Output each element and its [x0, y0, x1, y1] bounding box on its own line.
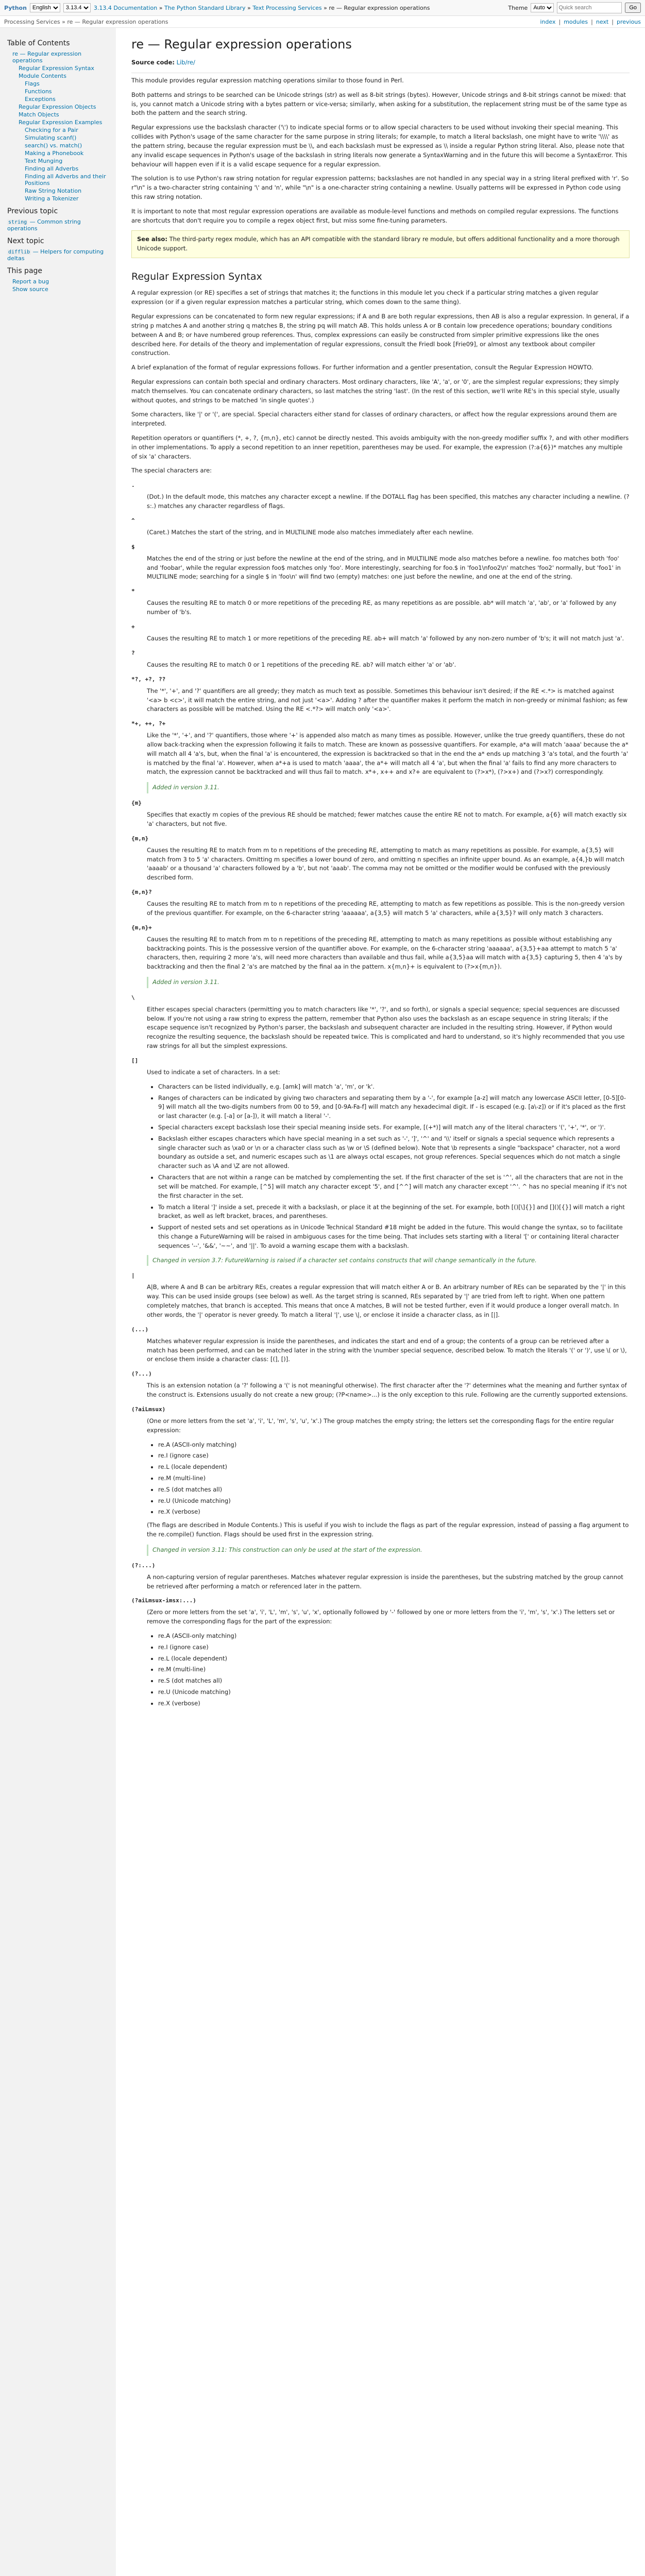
special-description — [147, 1417, 630, 1556]
previous-topic-link[interactable] — [7, 218, 81, 232]
toc-item[interactable]: Finding all Adverbs — [25, 165, 79, 172]
special-description — [147, 599, 630, 617]
next-topic-text: — Helpers for computing deltas — [7, 248, 104, 262]
main-content — [116, 28, 645, 2576]
special-characters-list — [131, 481, 630, 1708]
special-term: | — [131, 1272, 135, 1279]
special-bullet-item: • re.I (ignore case) — [158, 1643, 630, 1652]
special-bullet-item: • Ranges of characters can be indicated by giving two characters and separating them by a '-', for example [a-z] will match any lowercase ASCII letter, [0-5][0-9] will match all the two-digits numbers from 00 to 59, and [0-9A-Fa-f] will match any hexadecimal digit. If - is escaped (e.g. [a\-z]) or if it's placed as the first or last character (e.g. [-a] or [a-]), it will match a literal '-'. — [158, 1094, 630, 1121]
special-description-text: Causes the resulting RE to match from m to n repetitions of the preceding RE, attempting to match as many repetitions as possible. For example, a{3,5} will match from 3 to 5 'a' characters. Omitting m specifies a lower bound of zero, and omitting n specifies an infinite upper bound. As an example, a{4,}b will match 'aaaab' or a thousand 'a' characters followed by a 'b', but not 'aaab'. The comma may not be omitted or the modifier would be confused with the previously described form. — [147, 846, 625, 882]
intro-paragraph: This module provides regular expression matching operations similar to those found in Perl. — [131, 77, 404, 84]
special-description — [147, 846, 630, 883]
special-bullet-item: • re.U (Unicode matching) — [158, 1497, 630, 1506]
special-bullet-item: • re.S (dot matches all) — [158, 1676, 630, 1686]
special-description — [147, 1608, 630, 1708]
intro-paragraph: It is important to note that most regular expression operations are available as module-level functions and methods on compiled regular expressions. The functions are shortcuts that don't require you to compile a regex object first, but miss some fine-tuning parameters. — [131, 207, 619, 224]
special-term: (?:...) — [131, 1562, 156, 1569]
special-bullet-item: • Backslash either escapes characters which have special meaning in a set such as '-', ']', '^' and '\\' itself or signals a special sequence which represents a single character such as \xa0 or \n or a character class such as \w or \S (defined below). Note that \b represents a single "backspace" character, not a word boundary as outside a set, and numeric escapes such as \1 are always octal escapes, not group references. Special sequences which do not match a single character such as \A and \Z are not allowed. — [158, 1134, 630, 1171]
toc-item[interactable]: Flags — [25, 80, 40, 87]
special-bullet-item: • re.S (dot matches all) — [158, 1485, 630, 1495]
special-description — [147, 1381, 630, 1400]
intro-paragraph: The solution is to use Python's raw string notation for regular expression patterns; backslashes are not handled in any special way in a string literal prefixed with 'r'. So r"\n" is a two-character string containing '\' and 'n', while "\n" is a one-character string containing a newline. Usually patterns will be expressed in Python code using this raw string notation. — [131, 175, 629, 200]
sidebar — [0, 28, 116, 2576]
version-note: Changed in version 3.7: FutureWarning is raised if a character set contains constructs that will change semantically in the future. — [147, 1255, 630, 1266]
special-description — [147, 1068, 630, 1266]
special-term: * — [131, 588, 135, 595]
theme-label: Theme — [508, 4, 528, 11]
special-bullet-list — [147, 1440, 630, 1517]
see-also-text: The third-party regex module, which has an API compatible with the standard library re module, but offers additional functionality and a more thorough Unicode support. — [137, 235, 620, 252]
special-term: {m,n}+ — [131, 924, 152, 931]
special-description-text: Causes the resulting RE to match from m to n repetitions of the preceding RE, attempting to match as few repetitions as possible. This is the non-greedy version of the previous quantifier. For example, on the 6-character string 'aaaaaa', a{3,5} will match 5 'a' characters, while a{3,5}? will only match 3 characters. — [147, 900, 625, 917]
language-select[interactable] — [30, 3, 60, 12]
special-description — [147, 554, 630, 582]
special-bullet-item: • Characters can be listed individually, e.g. [amk] will match 'a', 'm', or 'k'. — [158, 1082, 630, 1092]
toc-list — [7, 50, 109, 202]
toc-item[interactable]: Regular Expression Syntax — [19, 65, 94, 72]
special-description — [147, 810, 630, 829]
special-bullet-item: • To match a literal ']' inside a set, precede it with a backslash, or place it at the beginning of the set. For example, both [()[\]{}] and []()[{}] will match a right bracket, as well as left bracket, braces, and parentheses. — [158, 1203, 630, 1222]
intro-paragraph: Both patterns and strings to be searched can be Unicode strings (str) as well as 8-bit strings (bytes). However, Unicode strings and 8-bit strings cannot be mixed: that is, you cannot match a Unicode string with a bytes pattern or vice-versa; similarly, when asking for a substitution, the replacement string must be of the same type as both the pattern and the search string. — [131, 91, 627, 117]
special-description — [147, 660, 630, 670]
special-description — [147, 634, 630, 643]
python-logo[interactable]: Python — [4, 4, 27, 11]
special-term: . — [131, 482, 135, 489]
special-term: [] — [131, 1057, 139, 1064]
special-bullet-item: • Characters that are not within a range can be matched by complementing the set. If the first character of the set is '^', all the characters that are not in the set will be matched. For example, [^5] will match any character except '5', and [^^] will match any character except '^'. ^ has no special meaning if it's not the first character in the set. — [158, 1173, 630, 1200]
report-bug-link[interactable]: Report a bug — [12, 278, 49, 285]
special-description-text: Causes the resulting RE to match 0 or 1 repetitions of the preceding RE. ab? will match either 'a' or 'ab'. — [147, 660, 456, 668]
top-navigation-bar — [0, 0, 645, 16]
version-note: Added in version 3.11. — [147, 782, 630, 793]
toc-item[interactable]: search() vs. match() — [25, 142, 82, 149]
special-bullet-item: • re.I (ignore case) — [158, 1451, 630, 1461]
syntax-paragraph: Regular expressions can be concatenated to form new regular expressions; if A and B are both regular expressions, then AB is also a regular expression. In general, if a string p matches A and another string q matches B, the string pq will match AB. This holds unless A or B contain low precedence operations; boundary conditions between A and B; or have numbered group references. Thus, complex expressions can easily be constructed from simpler primitive expressions like the ones described here. For details of the theory and implementation of regular expressions, consult the Friedl book [Frie09], or almost any textbook about compiler construction. — [131, 313, 630, 357]
toc-item[interactable]: Simulating scanf() — [25, 134, 77, 141]
special-description-text: Like the '*', '+', and '?' quantifiers, those where '+' is appended also match as many times as possible. However, unlike the true greedy quantifiers, these do not allow back-tracking when the expression following it fails to match. These are known as possessive quantifiers. For example, a*a will match 'aaaa' because the a* will match all 4 'a's, but, when the final 'a' is encountered, the expression is backtracked so that in the end the a* ends up matching 3 'a's total, and the fourth 'a' is matched by the final 'a'. However, when a*+a is used to match 'aaaa', the a*+ will match all 4 'a', but when the final 'a' fails to find any more characters to match, the expression cannot be backtracked and will thus fail to match. x*+, x++ and x?+ are equivalent to (?>x*), (?>x+) and (?>x?) correspondingly. — [147, 732, 629, 776]
special-bullet-list — [147, 1632, 630, 1708]
toc-item[interactable]: Writing a Tokenizer — [25, 195, 79, 202]
toc-item[interactable]: re — Regular expression operations — [12, 50, 82, 64]
search-input[interactable] — [557, 2, 622, 13]
breadcrumb-stdlib[interactable]: The Python Standard Library — [164, 4, 246, 11]
next-topic-link[interactable] — [7, 248, 104, 262]
special-description — [147, 528, 630, 537]
toc-item[interactable]: Module Contents — [19, 73, 66, 79]
special-term: {m,n} — [131, 835, 149, 842]
special-bullet-item: • re.X (verbose) — [158, 1507, 630, 1517]
special-term: (?aiLmsux-imsx:...) — [131, 1597, 196, 1604]
special-description — [147, 1337, 630, 1364]
toc-item[interactable]: Functions — [25, 88, 52, 95]
toc-heading: Table of Contents — [7, 39, 70, 47]
special-description — [147, 493, 630, 511]
special-term: *+, ++, ?+ — [131, 720, 166, 727]
special-description — [147, 1005, 630, 1051]
special-after-text: (The flags are described in Module Contents.) This is useful if you wish to include the flags as part of the regular expression, instead of passing a flag argument to the re.compile() function. Flags should be used first in the expression string. — [147, 1521, 629, 1538]
source-link[interactable]: Lib/re/ — [176, 59, 195, 66]
syntax-paragraph: Regular expressions can contain both special and ordinary characters. Most ordinary characters, like 'A', 'a', or '0', are the simplest regular expressions; they simply match themselves. You can concatenate ordinary characters, so last matches the string 'last'. (In the rest of this section, we'll write RE's in this special style, usually without quotes, and strings to be matched 'in single quotes'.) — [131, 378, 620, 404]
special-description — [147, 900, 630, 918]
special-description-text: Matches whatever regular expression is inside the parentheses, and indicates the start and end of a group; the contents of a group can be retrieved after a match has been performed, and can be matched later in the string with the \number special sequence, described below. To match the literals '(' or ')', use \( or \), or enclose them inside a character class: [(], [)]. — [147, 1337, 627, 1363]
special-description — [147, 935, 630, 988]
next-link[interactable]: next — [596, 18, 609, 25]
show-source-link[interactable]: Show source — [12, 286, 48, 293]
special-bullet-item: • re.U (Unicode matching) — [158, 1688, 630, 1697]
special-term: + — [131, 623, 135, 630]
subnav-breadcrumb: Processing Services » re — Regular expression operations — [4, 18, 168, 25]
special-bullet-item: • re.L (locale dependent) — [158, 1463, 630, 1472]
breadcrumb-docs[interactable]: 3.13.4 Documentation — [93, 4, 158, 11]
special-bullet-item: • re.M (multi-line) — [158, 1665, 630, 1674]
next-topic-heading: Next topic — [7, 237, 44, 245]
toc-item[interactable]: Finding all Adverbs and their Positions — [25, 173, 106, 187]
special-term: (?aiLmsux) — [131, 1405, 166, 1413]
source-label: Source code: — [131, 59, 175, 66]
previous-topic-text: — Common string operations — [7, 218, 81, 232]
page-title: re — Regular expression operations — [131, 37, 352, 52]
special-term: {m,n}? — [131, 889, 152, 896]
toc-item[interactable]: Regular Expression Examples — [19, 119, 103, 126]
version-note: Changed in version 3.11: This construction can only be used at the start of the expression. — [147, 1545, 630, 1556]
special-description-text: A non-capturing version of regular parentheses. Matches whatever regular expression is inside the parentheses, but the substring matched by the group cannot be retrieved after performing a match or referenced later in the pattern. — [147, 1573, 623, 1590]
special-description — [147, 731, 630, 793]
toc-item[interactable]: Exceptions — [25, 96, 56, 103]
special-description-text: Causes the resulting RE to match 0 or more repetitions of the preceding RE, as many repetitions as are possible. ab* will match 'a', 'ab', or 'a' followed by any number of 'b's. — [147, 599, 617, 616]
syntax-paragraph: A regular expression (or RE) specifies a set of strings that matches it; the functions in this module let you check if a particular string matches a given regular expression (or if a given regular expression matches a particular string, which comes down to the same thing). — [131, 289, 599, 306]
toc-item[interactable]: Checking for a Pair — [25, 127, 78, 133]
special-description-text: A|B, where A and B can be arbitrary REs, creates a regular expression that will match either A or B. An arbitrary number of REs can be separated by the '|' in this way. This can be used inside groups (see below) as well. As the target string is scanned, REs separated by '|' are tried from left to right. When one pattern completely matches, that branch is accepted. This means that once A matches, B will not be tested further, even if it would produce a longer overall match. In other words, the '|' operator is never greedy. To match a literal '|', use \|, or enclose it inside a character class, as in [|]. — [147, 1283, 626, 1318]
special-term: ? — [131, 649, 135, 656]
this-page-heading: This page — [7, 267, 43, 275]
special-description-text: Used to indicate a set of characters. In a set: — [147, 1068, 280, 1076]
special-description — [147, 687, 630, 714]
index-link[interactable]: index — [540, 18, 556, 25]
see-also-box — [131, 230, 630, 258]
special-description-text: Matches the end of the string or just before the newline at the end of the string, and in MULTILINE mode also matches before a newline. foo matches both 'foo' and 'foobar', while the regular expression foo$ matches only 'foo'. More interestingly, searching for foo.$ in 'foo1\nfoo2\n' matches 'foo2' normally, but 'foo1' in MULTILINE mode; searching for a single $ in 'foo\n' will find two (empty) matches: one just before the newline, and one at the end of the string. — [147, 554, 621, 581]
breadcrumb: 3.13.4 Documentation » The Python Standard Library » Text Processing Services » re — Regular expression operations — [93, 4, 430, 11]
theme-select[interactable] — [531, 3, 554, 12]
special-term: (?...) — [131, 1370, 152, 1378]
special-description-text: Causes the resulting RE to match from m to n repetitions of the preceding RE, attempting to match as many repetitions as possible without establishing any backtracking points. This is the possessive version of the quantifier above. For example, on the 6-character string 'aaaaaa', a{3,5}+aa attempt to match 5 'a' characters, then, requiring 2 more 'a's, will need more characters than available and thus fail, while a{3,5}aa will match with a{3,5} capturing 5, then 4 'a's by backtracking and then the final 2 'a's are matched by the final aa in the pattern. x{m,n}+ is equivalent to (?>x{m,n}). — [147, 935, 622, 971]
next-topic-code: difflib — [8, 249, 30, 255]
special-description-text: (One or more letters from the set 'a', 'i', 'L', 'm', 's', 'u', 'x'.) The group matches the empty string; the letters set the corresponding flags for the entire regular expression: — [147, 1417, 614, 1434]
toc-item[interactable]: Regular Expression Objects — [19, 104, 96, 110]
special-bullet-item: • re.A (ASCII-only matching) — [158, 1440, 630, 1450]
special-bullet-item: • re.L (locale dependent) — [158, 1654, 630, 1664]
special-description-text: (Caret.) Matches the start of the string, and in MULTILINE mode also matches immediately after each newline. — [147, 528, 474, 536]
special-description-text: Causes the resulting RE to match 1 or more repetitions of the preceding RE. ab+ will match 'a' followed by any non-zero number of 'b's; it will not match just 'a'. — [147, 634, 624, 642]
syntax-paragraph: A brief explanation of the format of regular expressions follows. For further information and a gentler presentation, consult the Regular Expression HOWTO. — [131, 364, 593, 371]
special-description-text: Specifies that exactly m copies of the previous RE should be matched; fewer matches cause the entire RE not to match. For example, a{6} will match exactly six 'a' characters, but not five. — [147, 811, 627, 827]
toc-item[interactable]: Match Objects — [19, 111, 59, 118]
previous-link[interactable]: previous — [616, 18, 641, 25]
syntax-paragraph: The special characters are: — [131, 467, 212, 474]
special-description-text: (Zero or more letters from the set 'a', 'i', 'L', 'm', 's', 'u', 'x', optionally followed by '-' followed by one or more letters from the 'i', 'm', 's', 'x'.) The letters set or remove the corresponding flags for the part of the expression: — [147, 1608, 615, 1625]
version-select[interactable] — [63, 3, 91, 12]
special-description-text: This is an extension notation (a '?' following a '(' is not meaningful otherwise). The first character after the '?' determines what the meaning and further syntax of the construct is. Extensions usually do not create a new group; (?P<name>...) is the only exception to this rule. Following are the currently supported extensions. — [147, 1382, 628, 1399]
special-bullet-item: • re.A (ASCII-only matching) — [158, 1632, 630, 1641]
intro-paragraph: Regular expressions use the backslash character ('\') to indicate special forms or to allow special characters to be used without invoking their special meaning. This collides with Python's usage of the same character for the same purpose in string literals; for example, to match a literal backslash, one might have to write '\\\\' as the pattern string, because the regular expression must be \\, and each backslash must be expressed as \\ inside a regular Python string literal. Also, please note that any invalid escape sequences in Python's usage of the backslash in string literals now generate a SyntaxWarning and in the future this will become a SyntaxError. This behaviour will happen even if it is a valid escape sequence for a regular expression. — [131, 124, 627, 168]
special-bullet-item: • re.M (multi-line) — [158, 1474, 630, 1483]
special-term: {m} — [131, 800, 142, 807]
special-bullet-item: • re.X (verbose) — [158, 1699, 630, 1708]
special-bullet-item: • Support of nested sets and set operations as in Unicode Technical Standard #18 might be added in the future. This would change the syntax, so to facilitate this change a FutureWarning will be raised in ambiguous cases for the time being. That includes sets starting with a literal '[' or containing literal character sequences '--', '&&', '~~', and '||'. To avoid a warning escape them with a backslash. — [158, 1223, 630, 1250]
breadcrumb-current: re — Regular expression operations — [329, 4, 430, 11]
special-bullet-item: • Special characters except backslash lose their special meaning inside sets. For example, [(+*)] will match any of the literal characters '(', '+', '*', or ')'. — [158, 1123, 630, 1132]
special-term: \ — [131, 994, 135, 1001]
previous-topic-code: string — [8, 219, 27, 225]
see-also-label: See also: — [137, 235, 167, 243]
search-go-button[interactable]: Go — [625, 3, 641, 13]
source-line — [131, 58, 630, 67]
toc-item[interactable]: Text Munging — [25, 158, 63, 164]
special-description-text: (Dot.) In the default mode, this matches any character except a newline. If the DOTALL flag has been specified, this matches any character including a newline. (?s:.) matches any character regardless of flags. — [147, 493, 630, 510]
syntax-paragraph: Repetition operators or quantifiers (*, +, ?, {m,n}, etc) cannot be directly nested. This avoids ambiguity with the non-greedy modifier suffix ?, and with other modifiers in other implementations. To apply a second repetition to an inner repetition, parentheses may be used. For example, the expression (?:a{6})* matches any multiple of six 'a' characters. — [131, 434, 629, 460]
special-term: $ — [131, 543, 135, 550]
previous-topic-heading: Previous topic — [7, 207, 58, 215]
special-bullet-list — [147, 1082, 630, 1251]
special-term: *?, +?, ?? — [131, 675, 166, 683]
special-term: (...) — [131, 1326, 149, 1333]
toc-item[interactable]: Raw String Notation — [25, 188, 82, 194]
toc-item[interactable]: Making a Phonebook — [25, 150, 84, 157]
special-term: ^ — [131, 517, 135, 524]
syntax-paragraph: Some characters, like '|' or '(', are special. Special characters either stand for classes of ordinary characters, or affect how the regular expressions around them are interpreted. — [131, 411, 617, 428]
special-description — [147, 1573, 630, 1591]
special-description-text: The '*', '+', and '?' quantifiers are all greedy; they match as much text as possible. Sometimes this behaviour isn't desired; if the RE <.*> is matched against '<a> b <c>', it will match the entire string, and not just '<a>'. Adding ? after the quantifier makes it perform the match in non-greedy or minimal fashion; as few characters as possible will be matched. Using the RE <.*?> will match only '<a>'. — [147, 687, 628, 713]
version-note: Added in version 3.11. — [147, 977, 630, 988]
breadcrumb-textproc[interactable]: Text Processing Services — [252, 4, 322, 11]
secondary-navigation: Processing Services » re — Regular expression operations index | modules | next | previous — [0, 16, 645, 28]
special-description — [147, 1283, 630, 1319]
section-heading: Regular Expression Syntax — [131, 271, 262, 282]
modules-link[interactable]: modules — [564, 18, 588, 25]
special-description-text: Either escapes special characters (permitting you to match characters like '*', '?', and so forth), or signals a special sequence; special sequences are discussed below. If you're not using a raw string to express the pattern, remember that Python also uses the backslash as an escape sequence in string literals; if the escape sequence isn't recognized by Python's parser, the backslash and subsequent character are included in the resulting string. However, if Python would recognize the resulting sequence, the backslash should be repeated twice. This is complicated and hard to understand, so it's highly recommended that you use raw strings for all but the simplest expressions. — [147, 1005, 625, 1050]
